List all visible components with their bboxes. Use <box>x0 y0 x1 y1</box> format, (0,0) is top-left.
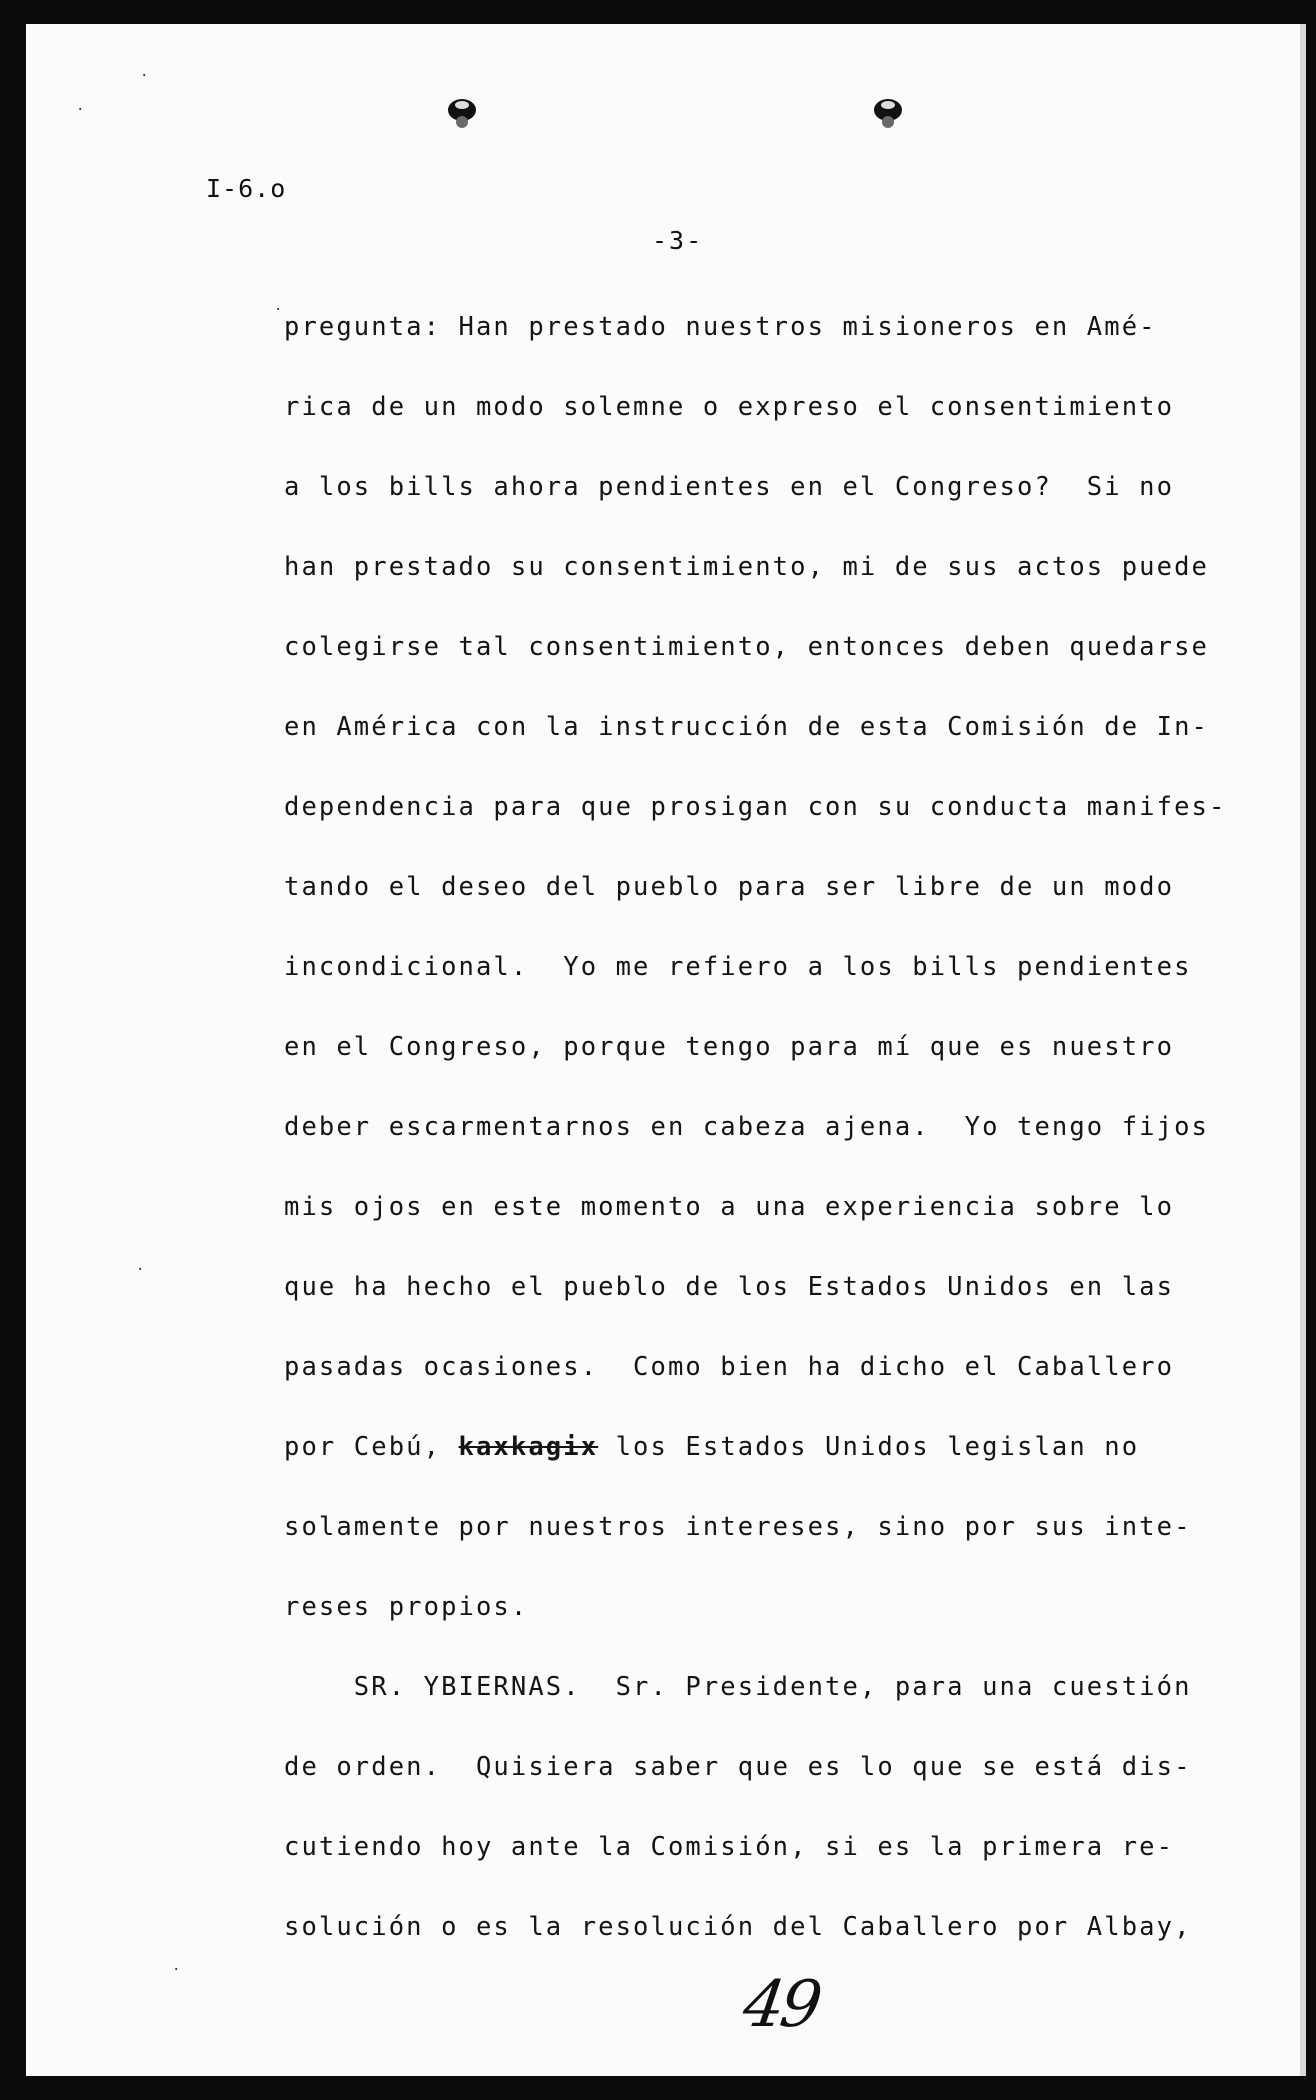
text-line: reses propios. <box>284 1592 529 1622</box>
text-line: incondicional. Yo me refiero a los bills pendientes <box>284 952 1192 982</box>
text-line: pasadas ocasiones. Como bien ha dicho el Caballero <box>284 1352 1175 1382</box>
text-line: colegirse tal consentimiento, entonces deben quedarse <box>284 632 1209 662</box>
ink-speck: · <box>172 1962 181 1978</box>
text-line: han prestado su consentimiento, mi de sus actos puede <box>284 552 1209 582</box>
punch-hole-right <box>868 90 908 134</box>
text-line: en el Congreso, porque tengo para mí que es nuestro <box>284 1032 1175 1062</box>
text-line: mis ojos en este momento a una experiencia sobre lo <box>284 1192 1175 1222</box>
text-line: SR. YBIERNAS. Sr. Presidente, para una cuestión <box>284 1672 1192 1702</box>
page-number: -3- <box>652 226 704 255</box>
text-line: cutiendo hoy ante la Comisión, si es la primera re- <box>284 1832 1175 1862</box>
text-fragment: por Cebú, <box>284 1432 442 1462</box>
document-reference: I-6.o <box>206 174 287 203</box>
text-line: dependencia para que prosigan con su conducta manifes- <box>284 792 1227 822</box>
text-line: solamente por nuestros intereses, sino por sus inte- <box>284 1512 1192 1542</box>
text-line: que ha hecho el pueblo de los Estados Unidos en las <box>284 1272 1175 1302</box>
ink-speck: · <box>274 302 283 318</box>
text-line: en América con la instrucción de esta Comisión de In- <box>284 712 1209 742</box>
ink-speck: · <box>76 102 85 118</box>
struck-out-text: kaxkagix <box>458 1432 599 1462</box>
text-line: rica de un modo solemne o expreso el consentimiento <box>284 392 1175 422</box>
punch-hole-left <box>442 90 482 134</box>
text-line: tando el deseo del pueblo para ser libre de un modo <box>284 872 1175 902</box>
text-line-with-strikeout <box>284 1432 1139 1462</box>
handwritten-page-number: 49 <box>738 1968 823 2042</box>
text-line: solución o es la resolución del Caballero por Albay, <box>284 1912 1192 1942</box>
text-line: pregunta: Han prestado nuestros misioneros en Amé- <box>284 312 1157 342</box>
ink-speck: · <box>140 68 149 84</box>
text-fragment: los Estados Unidos legislan no <box>615 1432 1140 1462</box>
text-line: de orden. Quisiera saber que es lo que se está dis- <box>284 1752 1192 1782</box>
text-line: a los bills ahora pendientes en el Congreso? Si no <box>284 472 1175 502</box>
text-line: deber escarmentarnos en cabeza ajena. Yo tengo fijos <box>284 1112 1209 1142</box>
ink-speck: · <box>136 1262 145 1278</box>
